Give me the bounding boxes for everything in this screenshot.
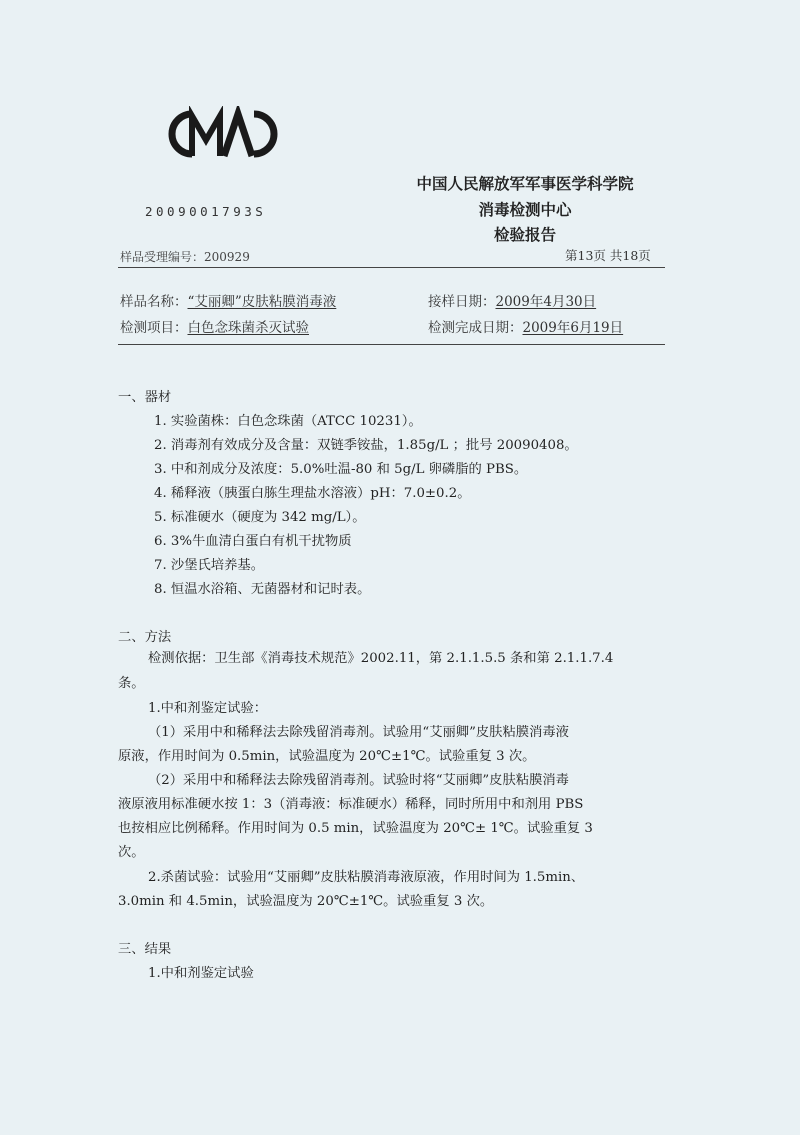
- neutralizer-heading: 1.中和剂鉴定试验：: [148, 701, 268, 716]
- received-date-value: 2009年4月30日: [495, 294, 597, 310]
- center-name: 消毒检测中心: [478, 201, 572, 219]
- received-date-label: 接样日期：: [428, 294, 496, 310]
- completed-date-value: 2009年6月19日: [522, 320, 624, 336]
- materials-heading: 一、器材: [118, 390, 172, 405]
- sample-name-label: 样品名称：: [120, 294, 188, 310]
- received-date-row: [428, 290, 596, 310]
- material-item: 7. 沙堡氏培养基。: [154, 558, 264, 573]
- material-item: 3. 中和剂成分及浓度：5.0%吐温-80 和 5g/L 卵磷脂的 PBS。: [154, 462, 528, 477]
- sample-number-value: 200929: [204, 250, 250, 264]
- test-item-value: 白色念珠菌杀灭试验: [187, 320, 309, 336]
- step1-line: 原液，作用时间为 0.5min，试验温度为 20℃±1℃。试验重复 3 次。: [118, 749, 536, 764]
- divider-bottom: [118, 344, 665, 345]
- institute-name: 中国人民解放军军事医学科学院: [416, 175, 634, 193]
- method-heading: 二、方法: [118, 630, 172, 645]
- sample-number-label: 样品受理编号：: [120, 250, 205, 264]
- material-item: 2. 消毒剂有效成分及含量：双链季铵盐，1.85g/L ；批号 20090408。: [154, 438, 578, 453]
- cma-code: 2009001793S: [145, 204, 267, 219]
- step2-line: 液原液用标准硬水按 1：3（消毒液：标准硬水）稀释，同时所用中和剂用 PBS: [118, 797, 584, 812]
- results-heading: 三、结果: [118, 942, 172, 957]
- method-basis-line: 条。: [118, 676, 145, 691]
- material-item: 8. 恒温水浴箱、无菌器材和记时表。: [154, 582, 371, 597]
- material-item: 5. 标准硬水（硬度为 342 mg/L）。: [154, 510, 366, 525]
- results-subheading: 1.中和剂鉴定试验: [148, 966, 254, 981]
- sample-number: [120, 248, 250, 265]
- kill-test-line: 2.杀菌试验：试验用“艾丽卿”皮肤粘膜消毒液原液，作用时间为 1.5min、: [148, 870, 585, 885]
- report-title: 检验报告: [493, 226, 556, 244]
- test-item-row: [120, 316, 309, 336]
- test-item-label: 检测项目：: [120, 320, 188, 336]
- sample-name-row: [120, 290, 336, 310]
- page-info: 第13页 共18页: [565, 248, 651, 263]
- step1-line: （1）采用中和稀释法去除残留消毒剂。试验用“艾丽卿”皮肤粘膜消毒液: [148, 725, 569, 740]
- cma-logo: [162, 106, 282, 162]
- completed-date-label: 检测完成日期：: [428, 320, 523, 336]
- divider-top: [118, 267, 665, 268]
- step2-line: 次。: [118, 845, 145, 860]
- step2-line: 也按相应比例稀释。作用时间为 0.5 min，试验温度为 20℃± 1℃。试验重复 3: [118, 821, 593, 836]
- kill-test-line: 3.0min 和 4.5min，试验温度为 20℃±1℃。试验重复 3 次。: [118, 894, 494, 909]
- sample-name-value: “艾丽卿”皮肤粘膜消毒液: [187, 294, 337, 310]
- method-basis-line: 检测依据：卫生部《消毒技术规范》2002.11，第 2.1.1.5.5 条和第 2.1.1.7.4: [148, 651, 614, 666]
- step2-line: （2）采用中和稀释法去除残留消毒剂。试验时将“艾丽卿”皮肤粘膜消毒: [148, 773, 569, 788]
- material-item: 1. 实验菌株：白色念珠菌（ATCC 10231）。: [154, 414, 422, 429]
- material-item: 4. 稀释液（胰蛋白胨生理盐水溶液）pH：7.0±0.2。: [154, 486, 471, 501]
- completed-date-row: [428, 316, 623, 336]
- material-item: 6. 3%牛血清白蛋白有机干扰物质: [154, 534, 352, 549]
